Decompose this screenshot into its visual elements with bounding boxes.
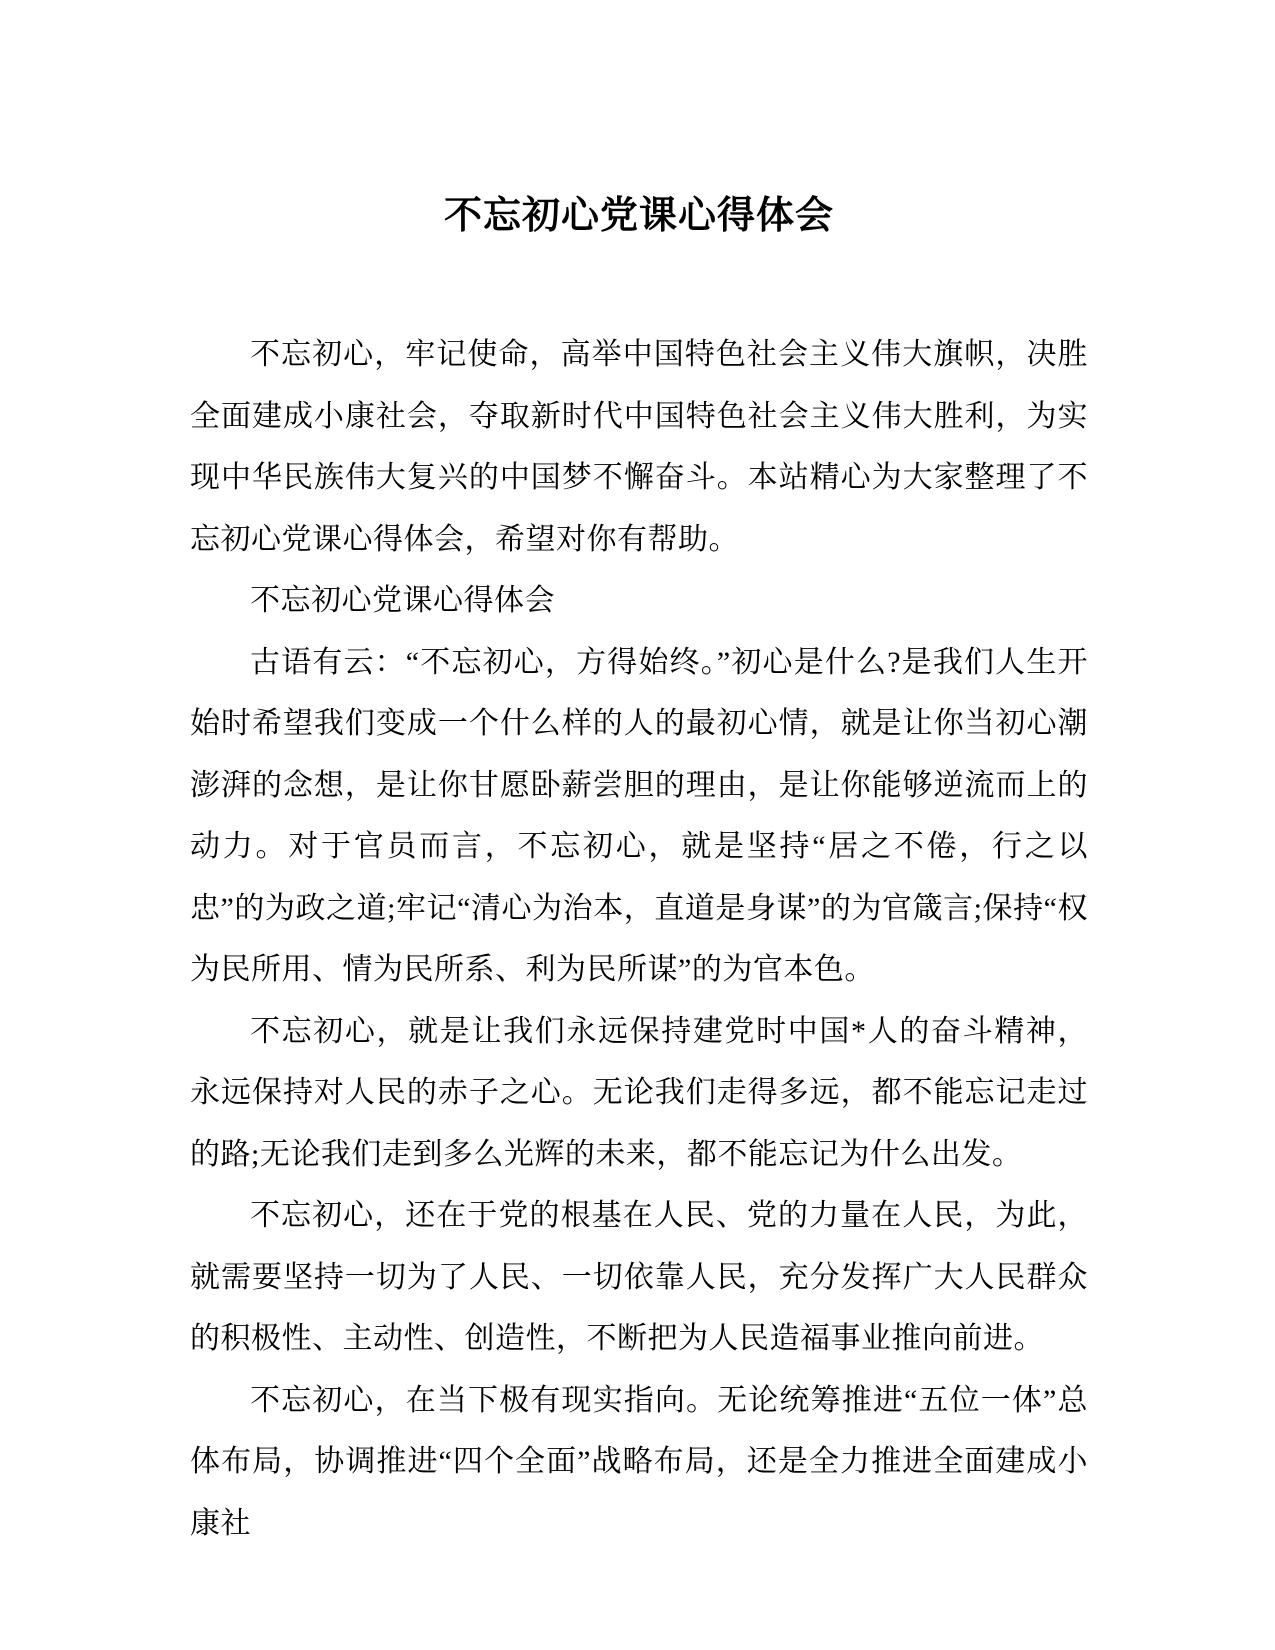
paragraph-subtitle: 不忘初心党课心得体会 xyxy=(250,584,555,617)
paragraph-people-foundation: 不忘初心，还在于党的根基在人民、党的力量在人民，为此，就需要坚持一切为了人民、一切依靠人民，充分发挥广大人民群众的积极性、主动性、创造性，不断把为人民造福事业推向前进。 xyxy=(190,1199,1088,1355)
document-body xyxy=(190,324,1088,1554)
paragraph-party-spirit: 不忘初心，就是让我们永远保持建党时中国*人的奋斗精神，永远保持对人民的赤子之心。无论我们走得多远，都不能忘记走过的路;无论我们走到多么光辉的未来，都不能忘记为什么出发。 xyxy=(190,1014,1088,1171)
paragraph-practical-direction: 不忘初心，在当下极有现实指向。无论统筹推进“五位一体”总体布局，协调推进“四个全面”战略布局，还是全力推进全面建成小康社 xyxy=(190,1383,1088,1540)
document-title: 不忘初心党课心得体会 xyxy=(443,195,834,237)
paragraph-origin-meaning: 古语有云：“不忘初心，方得始终。”初心是什么?是我们人生开始时希望我们变成一个什么样的人的最初心情，就是让你当初心潮澎湃的念想，是让你甘愿卧薪尝胆的理由，是让你能够逆流而上的动力。对于官员而言，不忘初心，就是坚持“居之不倦，行之以忠”的为政之道;牢记“清心为治本，直道是身谋”的为官箴言;保持“权为民所用、情为民所系、利为民所谋”的为官本色。 xyxy=(190,645,1088,986)
paragraph-intro: 不忘初心，牢记使命，高举中国特色社会主义伟大旗帜，决胜全面建成小康社会，夺取新时代中国特色社会主义伟大胜利，为实现中华民族伟大复兴的中国梦不懈奋斗。本站精心为大家整理了不忘初心党课心得体会，希望对你有帮助。 xyxy=(190,338,1088,556)
